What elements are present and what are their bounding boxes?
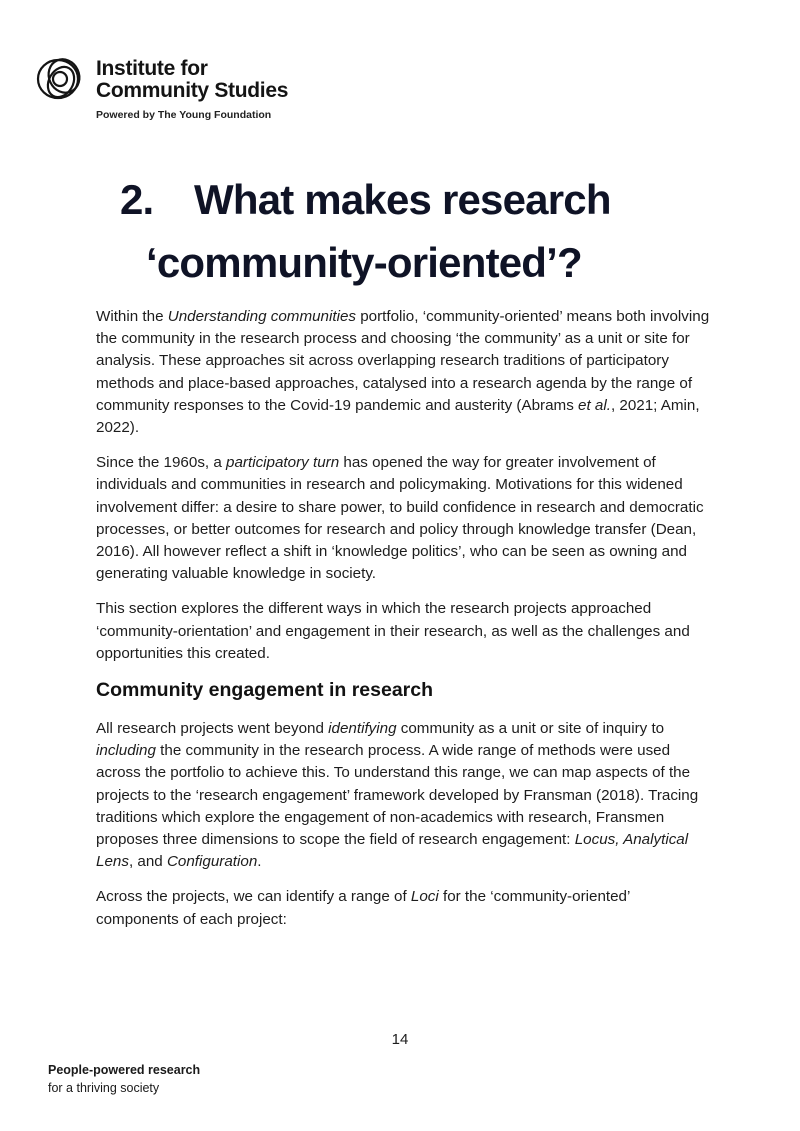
p4-italic-configuration: Configuration (166, 853, 258, 871)
org-logo (34, 52, 334, 124)
p2-italic-participatory-turn: participatory turn (226, 454, 340, 472)
paragraph-2 (96, 452, 710, 585)
p5-italic-loci: Loci (410, 888, 439, 906)
p4-text-g: , and (128, 853, 167, 871)
p1-text-c: portfolio, ‘community-oriented’ means both involving the community in the research process and choosing ‘the community’ as a unit or site for analysis. These approaches sit across overlapping research traditions of participatory methods and place-based approaches, catalysed into a research agenda by the range of community responses to the Covid-19 pandemic and austerity (Abrams (96, 308, 710, 414)
paragraph-5 (96, 886, 710, 930)
paragraph-4 (96, 718, 710, 873)
interlocking-circles-logo-icon (34, 52, 90, 108)
p2-text-c: has opened the way for greater involvement of individuals and communities in research and policymaking. Motivations for this widened involvement differ: a desire to share power, to build confidence in research and democratic processes, or better outcomes for research and policy through knowledge transfer (Dean, 2016). All however reflect a shift in ‘knowledge politics’, who can be seen as owning and generating valuable knowledge in society. (96, 454, 704, 583)
p4-italic-dimensions: Locus, Analytical Lens (96, 831, 689, 871)
p4-text-c: community as a unit or site of inquiry to (396, 720, 665, 738)
p4-text-a: All research projects went beyond (96, 720, 329, 738)
p4-italic-identifying: identifying (328, 720, 397, 738)
body-content (96, 306, 710, 944)
footer-tagline-line2: for a thriving society (48, 1081, 160, 1095)
section-title-line1 (120, 176, 611, 224)
p1-italic-etal: et al. (578, 396, 611, 414)
section-title-line2: ‘community-oriented’? (146, 239, 582, 286)
p1-text-e: , 2021; Amin, 2022). (96, 396, 700, 437)
p1-text-a: Within the (96, 308, 168, 325)
subheading-community-engagement: Community engagement in research (96, 679, 434, 702)
section-number: 2. (120, 176, 154, 223)
paragraph-3: This section explores the different ways in which the research projects approached ‘community-orientation’ and engagement in their research, as well as the challenges and opportunities this created. (96, 600, 690, 662)
footer-tagline-line1: People-powered research (48, 1063, 201, 1077)
p5-text-c: for the ‘community-oriented’ components of each project: (96, 888, 630, 928)
powered-by-text: Powered by The Young Foundation (96, 109, 272, 121)
org-name-line2: Community Studies (96, 79, 289, 102)
p4-text-i: . (257, 853, 262, 871)
paragraph-1 (96, 306, 710, 439)
p1-italic-portfolio: Understanding communities (167, 308, 356, 325)
org-name-line1: Institute for (96, 57, 208, 80)
p5-text-a: Across the projects, we can identify a range of (96, 888, 411, 906)
p2-text-a: Since the 1960s, a (96, 454, 227, 472)
p4-text-e: the community in the research process. A wide range of methods were used across the portfolio to achieve this. To understand this range, we can map aspects of the projects to the ‘research engagement’ framework developed by Fransman (2018). Tracing traditions which explore the engagement of non-academics with research, Fransmen proposes three dimensions to scope the field of research engagement: (96, 742, 699, 849)
page-number: 14 (391, 1031, 409, 1048)
p4-italic-including: including (96, 742, 156, 760)
section-title-text1: What makes research (194, 176, 611, 223)
